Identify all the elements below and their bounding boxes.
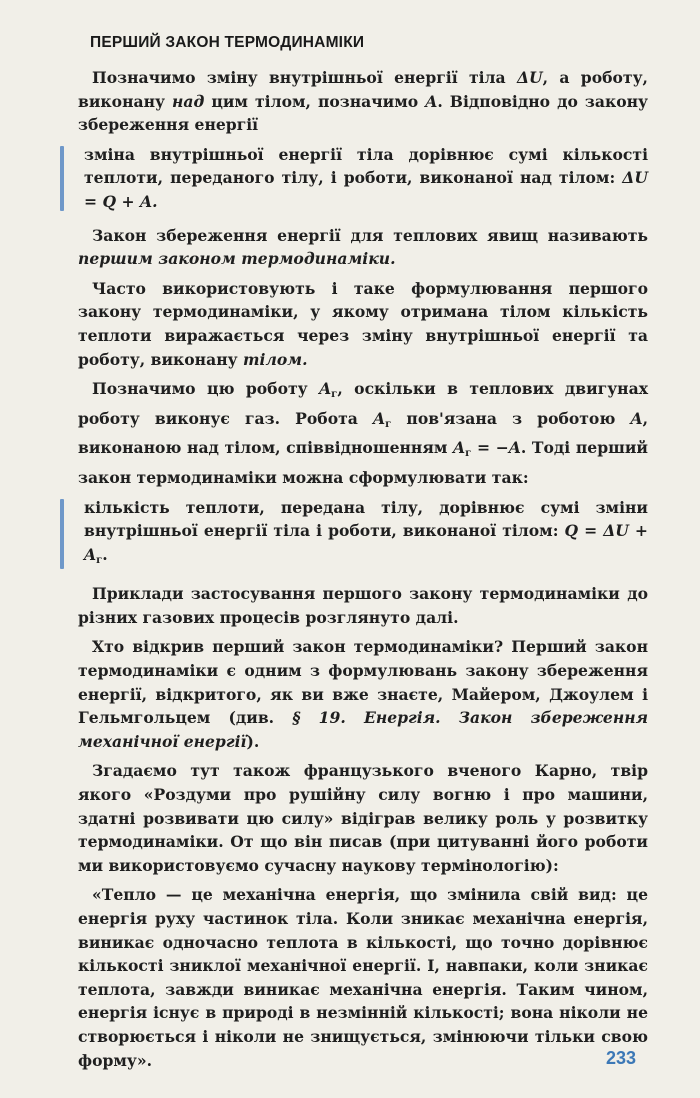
p4-text-d: , виконаною над тілом, співвідношенням xyxy=(78,408,649,458)
rule2-sub: г xyxy=(96,554,103,566)
p1-text-d: . Відповідно до закону збереження енергії xyxy=(78,91,649,135)
paragraph-4 xyxy=(78,377,648,489)
page-number: 233 xyxy=(606,1048,637,1068)
p4-sub-1: г xyxy=(331,389,338,401)
rule1-equation: ΔU = Q + A. xyxy=(84,168,648,211)
rule-box-2 xyxy=(78,496,648,573)
paragraph-3 xyxy=(78,277,648,371)
paragraph-1 xyxy=(78,66,648,137)
p2-term: першим законом термодинаміки. xyxy=(78,249,396,269)
section-heading: ПЕРШИЙ ЗАКОН ТЕРМОДИНАМІКИ xyxy=(90,34,365,51)
rule2-end: . xyxy=(102,544,108,564)
p1-symbol-du: ΔU xyxy=(516,68,543,87)
p1-text-a: Позначимо зміну внутрішньої енергії тіла xyxy=(92,68,517,87)
p4-equation-rhs: = −A xyxy=(471,438,521,458)
rule2-text: кількість теплоти, передана тілу, дорівнює сумі зміни внутрішньої енергії тіла і роботи, виконаної тілом: xyxy=(84,497,648,541)
paragraph-8-quote: «Тепло — це механічна енергія, що змінила свій вид: це енергія руху частинок тіла. Коли зникає механічна енергія, виникає одночасно теплота в кількості, що точно дорівнює кількості зниклої механічної енергії. І, навпаки, коли зникає теплота, завжди виникає механічна енергія. Таким чином, енергія існує в природі в незмінній кількості; вона ніколи не створюється і ніколи не знищується, змінюючи тільки свою форму». xyxy=(78,885,648,1070)
p1-text-b: , а роботу, виконану xyxy=(78,68,648,111)
p6-text-a: Перший закон термодинаміки є одним з формулювань закону збереження енергії, відкритого, як ви вже знаєте, Майером, Джоулем і Гельмгольцем (див. xyxy=(78,637,648,728)
p4-symbol-ag-2: A xyxy=(373,408,386,428)
p4-symbol-ag-1: A xyxy=(319,379,332,399)
p4-sub-2: г xyxy=(385,418,392,430)
rule1-text: зміна внутрішньої енергії тіла дорівнює сумі кількості теплоти, переданого тілу, і роботи, виконаної над тілом: xyxy=(84,144,648,188)
p3-text: Часто використовують і таке формулювання першого закону термодинаміки, у якому отримана тілом кількість теплоти виражається через зміну внутрішньої енергії та роботу, виконану xyxy=(78,278,648,369)
p1-symbol-a: A xyxy=(425,91,438,111)
p3-emphasis: тілом. xyxy=(243,349,308,369)
page-content xyxy=(78,30,648,1078)
rule2-equation: Q = ΔU + A xyxy=(84,521,649,564)
p6-reference: § 19. Енергія. Закон збереження механічної енергії xyxy=(78,708,648,751)
rule-2-text xyxy=(84,496,648,573)
p1-emphasis-nad: над xyxy=(172,91,205,111)
paragraph-2 xyxy=(78,224,648,271)
p4-sub-3: г xyxy=(465,448,472,460)
paragraph-5: Приклади застосування першого закону термодинаміки до різних газових процесів розглянуто далі. xyxy=(78,584,648,627)
paragraph-7: Згадаємо тут також французького вченого Карно, твір якого «Роздуми про рушійну силу вогню і про машини, здатні розвивати цю силу» відіграв велику роль у розвитку термодинаміки. От що він писав (при цитуванні його роботи ми використовуємо сучасну наукову термінологію): xyxy=(78,761,648,875)
p4-text-e: . Тоді перший закон термодинаміки можна сформулювати так: xyxy=(78,438,648,487)
p6-text-b: ). xyxy=(246,731,260,751)
p2-text: Закон збереження енергії для теплових явищ називають xyxy=(92,225,648,245)
rule-1-text xyxy=(84,143,648,214)
p4-symbol-ag-3: A xyxy=(453,438,466,458)
p4-text-c: пов'язана з роботою xyxy=(391,408,631,428)
p4-symbol-a: A xyxy=(630,408,643,428)
paragraph-6 xyxy=(78,635,648,753)
rule-box-1 xyxy=(78,143,648,214)
p4-text-b: , оскільки в теплових двигунах роботу виконує газ. Робота xyxy=(78,379,648,428)
p4-text-a: Позначимо цю роботу xyxy=(92,379,320,399)
p1-text-c: цим тілом, позначимо xyxy=(204,91,426,111)
p6-question: Хто відкрив перший закон термодинаміки? xyxy=(92,637,504,657)
